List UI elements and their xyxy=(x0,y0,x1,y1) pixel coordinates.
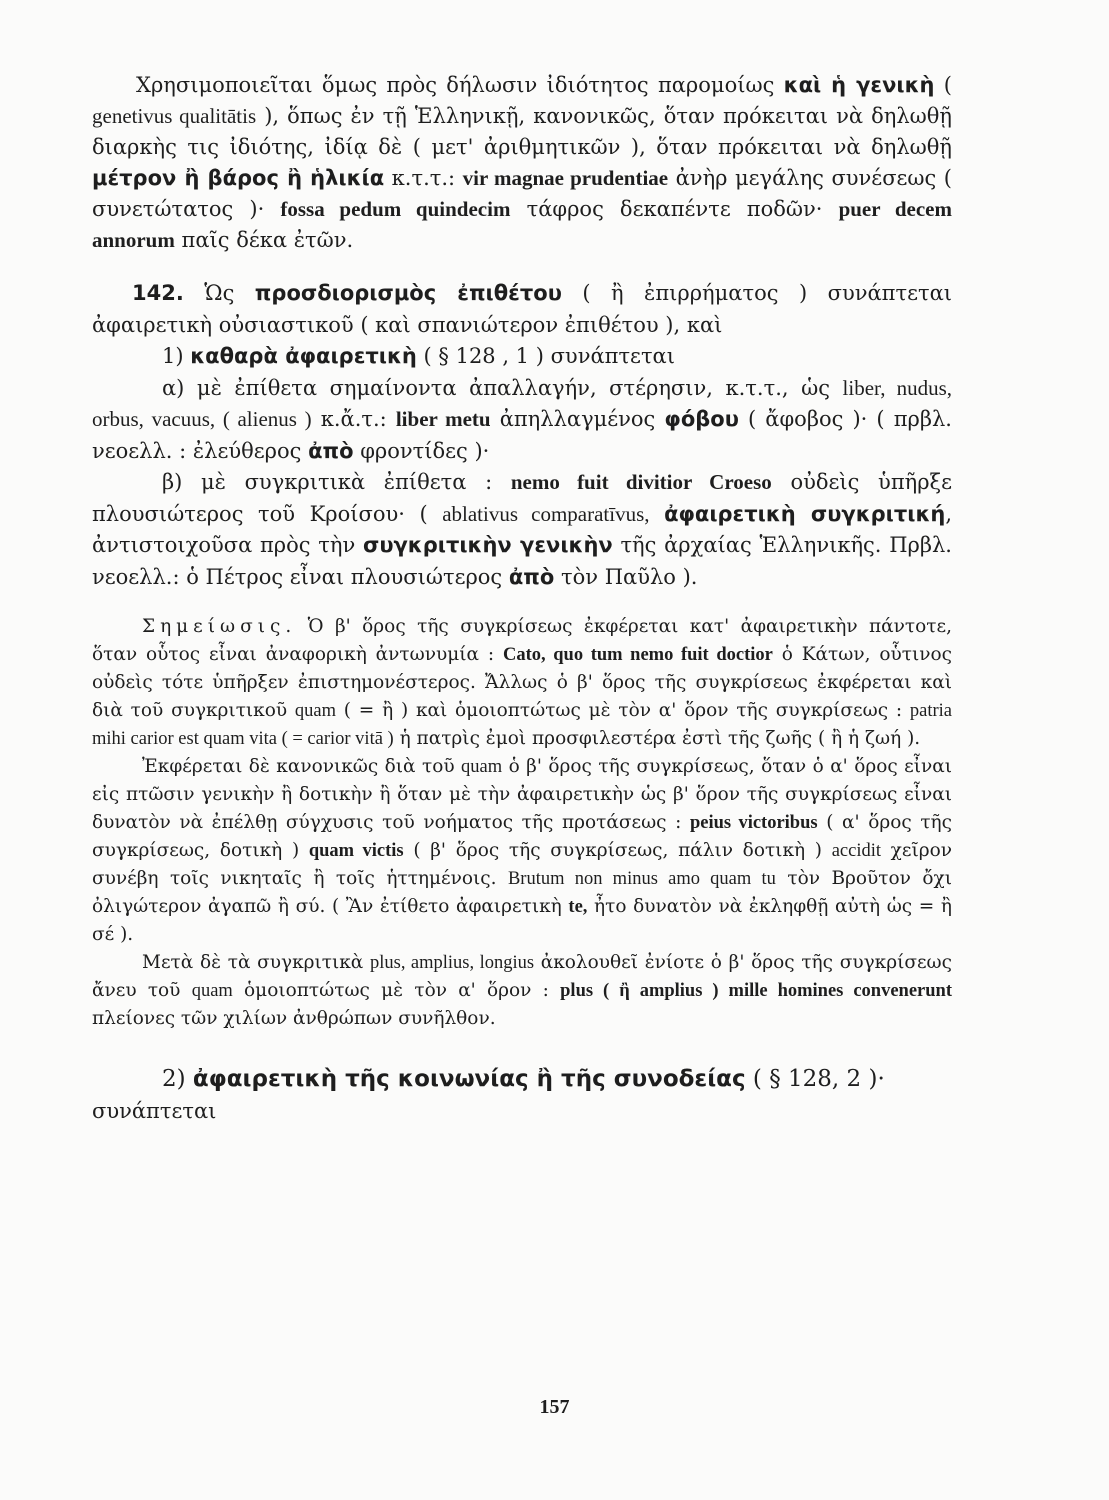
text: ( β' ὅρος τῆς συγκρίσεως, πάλιν δοτικὴ ) xyxy=(403,840,832,861)
text: ὁμοιοπτώτως μὲ τὸν α' ὅρον : xyxy=(232,980,561,1001)
text: , ἀντιστοιχοῦσα πρὸς τὴν xyxy=(92,501,952,557)
text: Ὡς xyxy=(183,281,255,305)
bold-term: καθαρὰ ἀφαιρετικὴ xyxy=(190,344,417,368)
text: Χρησιμοποιεῖται ὅμως πρὸς δήλωσιν ἰδιότητος παρομοίως xyxy=(136,73,784,97)
latin-example: patria mihi carior est quam vita ( = carior vitā ) xyxy=(92,701,952,749)
bold-term: καὶ ἡ γενικὴ xyxy=(783,73,935,97)
note-3 xyxy=(92,949,952,1033)
text: ( § 128 , 1 ) συνάπτεται xyxy=(416,344,675,368)
bold-term: ἀφαιρετικὴ τῆς κοινωνίας ἢ τῆς συνοδείας xyxy=(192,1066,746,1092)
text: ( § 128, 2 )· xyxy=(745,1066,885,1092)
text: παῖς δέκα ἐτῶν. xyxy=(174,228,354,252)
section-142 xyxy=(92,278,952,341)
text: Ἐκφέρεται δὲ κανονικῶς διὰ τοῦ xyxy=(142,756,462,777)
text: ἀνὴρ μεγάλης συνέσεως ( συνετώτατος )· xyxy=(92,166,953,221)
latin-example: plus ( ἢ amplius ) mille homines convenerunt xyxy=(560,981,953,1001)
latin-term: plus, amplius, longius xyxy=(370,953,535,973)
text: κ.ἄ.τ.: xyxy=(311,407,396,431)
item-1 xyxy=(92,341,952,373)
text: χεῖρον συνέβη τοῖς νικηταῖς ἢ τοῖς ἡττημένοις. xyxy=(92,840,952,889)
text: Ὁ β' ὅρος τῆς συγκρίσεως ἐκφέρεται κατ' ἀφαιρετικὴν πάντοτε, ὅταν οὗτος εἶναι ἀναφορικὴ ἀντωνυμία : xyxy=(92,616,952,665)
text: τὸν Παῦλο ). xyxy=(554,564,698,589)
page-content xyxy=(92,70,952,1128)
latin-term: te, xyxy=(568,897,588,917)
page-number: 157 xyxy=(539,1396,570,1418)
text: α) μὲ ἐπίθετα σημαίνοντα ἀπαλλαγήν, στέρησιν, κ.τ.τ., ὡς xyxy=(162,375,843,400)
text: τὸν Βροῦτον ὄχι ὀλιγώτερον ἀγαπῶ ἢ σύ. ( Ἂν ἐτίθετο ἀφαιρετικὴ xyxy=(92,868,952,917)
item-number: 2) xyxy=(162,1066,193,1092)
bold-term: συγκριτικὴν γενικὴν xyxy=(362,533,613,557)
latin-example: nemo fuit divitior Croeso xyxy=(510,470,772,494)
text: ), ὅπως ἐν τῇ Ἑλληνικῇ, κανονικῶς, ὅταν πρόκειται νὰ δηλωθῇ διαρκὴς τις ἰδιότης, ἰδίᾳ δὲ ( μετ' ἀριθμητικῶν ), ὅταν πρόκειται νὰ δηλωθῇ xyxy=(92,104,952,159)
text: ἡ πατρὶς ἐμοὶ προσφιλεστέρα ἐστὶ τῆς ζωῆς ( ἢ ἡ ζωή ). xyxy=(393,728,921,749)
note-1 xyxy=(92,613,952,753)
bold-term: προσδιορισμὸς ἐπιθέτου xyxy=(254,281,562,305)
latin-term: genetivus qualitātis xyxy=(92,104,257,128)
latin-example: puer decem annorum xyxy=(92,197,952,252)
text: ἀπηλλαγμένος xyxy=(490,407,665,431)
text: κ.τ.τ.: xyxy=(384,166,463,190)
bold-term: φόβου xyxy=(664,407,739,431)
latin-example: Cato, quo tum nemo fuit doctior xyxy=(502,645,773,665)
text: ὁ β' ὅρος τῆς συγκρίσεως, ὅταν ὁ α' ὅρος εἶναι εἰς πτῶσιν γενικὴν ἢ δοτικὴν ἢ ὅταν μὲ τὴν ἀφαιρετικὴν ὡς β' ὅρον τῆς συγκρίσεως εἶναι δυνατὸν νὰ ἐπέλθῃ σύγχυσις τοῦ νοήματος τῆς προτάσεως : xyxy=(92,756,952,833)
text: τῆς ἀρχαίας Ἑλληνικῆς. Πρβλ. νεοελλ.: ὁ Πέτρος εἶναι πλουσιώτερος xyxy=(92,533,952,589)
bold-term: ἀφαιρετικὴ συγκριτική xyxy=(664,501,946,526)
text: ὁ Κάτων, οὗτινος οὐδεὶς τότε ὑπῆρξεν ἐπιστημονέστερος. Ἄλλως ὁ β' ὅρος τῆς συγκρίσεως ἐκφέρεται καὶ διὰ τοῦ συγκριτικοῦ xyxy=(92,644,952,721)
note-2 xyxy=(92,753,952,949)
latin-term: liber, nudus, orbus, vacuus, ( alienus ) xyxy=(92,375,952,431)
text: ( xyxy=(934,73,952,97)
latin-term: quam xyxy=(294,701,337,721)
bold-term: μέτρον ἢ βάρος ἢ ἡλικία xyxy=(92,166,385,190)
paragraph-genitive-quality xyxy=(92,70,952,256)
latin-example: peius victoribus xyxy=(689,813,818,833)
item-2-continuation xyxy=(92,1096,952,1128)
item-number: 1) xyxy=(162,344,191,368)
text: πλείονες τῶν χιλίων ἀνθρώπων συνῆλθον. xyxy=(92,1008,496,1029)
item-beta xyxy=(92,467,952,593)
text: συνάπτεται xyxy=(92,1099,217,1123)
note-label: Σημείωσις. xyxy=(142,616,297,637)
latin-term: ablativus comparatīvus, xyxy=(442,501,650,526)
latin-example: quam victis xyxy=(308,841,404,861)
text: ἦτο δυνατὸν νὰ ἐκληφθῇ αὐτὴ ὡς = ἢ σέ ). xyxy=(92,896,953,945)
text: τάφρος δεκαπέντε ποδῶν· xyxy=(510,197,839,221)
latin-example: vir magnae prudentiae xyxy=(462,166,669,190)
text: οὐδεὶς ὑπῆρξε πλουσιώτερος τοῦ Κροίσου· ( xyxy=(92,470,952,526)
latin-term: quam xyxy=(191,981,233,1001)
text: ( = ἢ ) καὶ ὁμοιοπτώτως μὲ τὸν α' ὅρον τῆς συγκρίσεως : xyxy=(336,700,910,721)
text xyxy=(650,502,665,526)
text: ( ἢ ἐπιρρήματος ) συνάπτεται ἀφαιρετικὴ οὐσιαστικοῦ ( καὶ σπανιώτερον ἐπιθέτου ), καὶ xyxy=(92,281,952,337)
latin-example: fossa pedum quindecim xyxy=(280,197,511,221)
bold-term: ἀπὸ xyxy=(508,564,555,589)
text: Μετὰ δὲ τὰ συγκριτικὰ xyxy=(142,952,371,973)
item-2 xyxy=(92,1063,952,1096)
text: β) μὲ συγκριτικὰ ἐπίθετα : xyxy=(162,470,511,494)
section-number: 142. xyxy=(132,281,184,305)
text: φροντίδες )· xyxy=(353,438,490,463)
item-alpha xyxy=(92,373,952,468)
text: ( α' ὅρος τῆς συγκρίσεως, δοτικὴ ) xyxy=(92,812,952,861)
latin-term: quam xyxy=(461,757,503,777)
latin-example: Brutum non minus amo quam tu xyxy=(507,869,776,889)
bold-term: ἀπὸ xyxy=(308,438,354,463)
latin-term: accidit xyxy=(831,841,881,861)
text: ( ἄφοβος )· ( πρβλ. νεοελλ. : ἐλεύθερος xyxy=(92,407,952,463)
latin-example: liber metu xyxy=(395,407,491,431)
text: ἀκολουθεῖ ἐνίοτε ὁ β' ὅρος τῆς συγκρίσεως ἄνευ τοῦ xyxy=(92,952,952,1001)
